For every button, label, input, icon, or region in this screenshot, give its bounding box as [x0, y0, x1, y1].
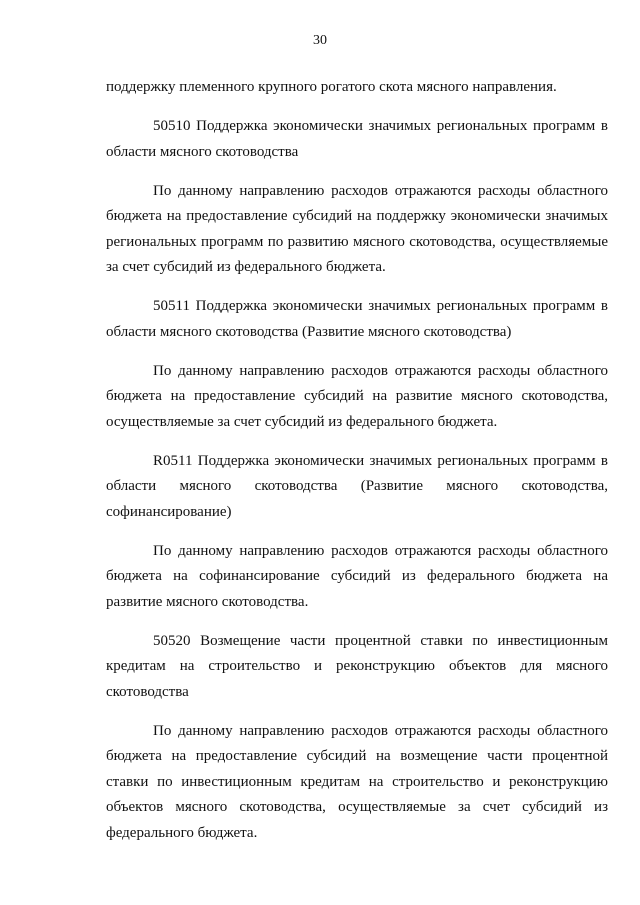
section-title-R0511: R0511 Поддержка экономически значимых региональных программ в области мясного скотоводства (Развитие мясного скотоводства, софинансирование) [106, 452, 608, 520]
page-number: 30 [313, 33, 327, 48]
section-title-50520: 50520 Возмещение части процентной ставки по инвестиционным кредитам на строительство и реконструкцию объектов для мясного скотоводства [106, 632, 608, 700]
section-title-50511: 50511 Поддержка экономически значимых региональных программ в области мясного скотоводства (Развитие мясного скотоводства) [106, 298, 608, 340]
section-title-50510: 50510 Поддержка экономически значимых региональных программ в области мясного скотоводства [106, 118, 608, 160]
document-body [106, 75, 608, 860]
paragraph-continuation: поддержку племенного крупного рогатого скота мясного направления. [106, 79, 557, 95]
paragraph-R0511-description: По данному направлению расходов отражаются расходы областного бюджета на софинансирование субсидий из федерального бюджета на развитие мясного скотоводства. [106, 542, 608, 610]
paragraph-50520-description: По данному направлению расходов отражаются расходы областного бюджета на предоставление субсидий на возмещение части процентной ставки по инвестиционным кредитам на строительство и реконструкцию объектов мясного скотоводства, осуществляемые за счет субсидий из федерального бюджета. [106, 722, 608, 841]
paragraph-50511-description: По данному направлению расходов отражаются расходы областного бюджета на предоставление субсидий на развитие мясного скотоводства, осуществляемые за счет субсидий из федерального бюджета. [106, 362, 608, 430]
paragraph-50510-description: По данному направлению расходов отражаются расходы областного бюджета на предоставление субсидий на поддержку экономически значимых региональных программ по развитию мясного скотоводства, осуществляемые за счет субсидий из федерального бюджета. [106, 182, 608, 275]
